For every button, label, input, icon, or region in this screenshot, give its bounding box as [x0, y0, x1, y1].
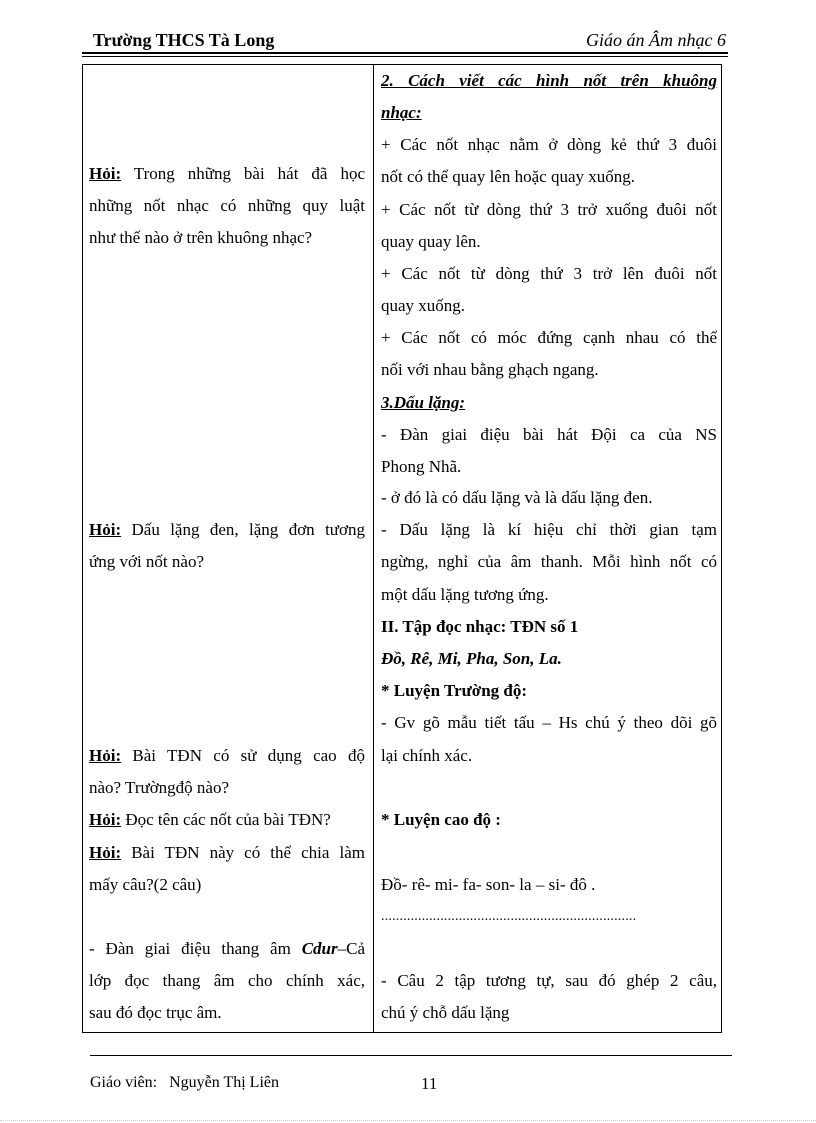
scale-syllables: Đồ- rê- mi- fa- son- la – si- đô . [381, 875, 596, 894]
teacher-credit: Giáo viên: Nguyễn Thị Liên [90, 1074, 279, 1091]
dotted-line: ..................................................................... [381, 909, 637, 924]
subject-title: Giáo án Âm nhạc 6 [586, 30, 726, 50]
activity-6-line-1: - Đàn giai điệu thang âm Cdur–Cả [89, 939, 366, 958]
content-line: quay xuống. [381, 296, 466, 315]
section-2-heading-cont: nhạc: [381, 103, 422, 122]
content-line: + Các nốt từ dòng thứ 3 trở xuống đuôi nốt [381, 200, 717, 219]
content-line: - ở đó là có dấu lặng và là dấu lặng đen. [381, 488, 653, 507]
header-rule [82, 52, 728, 54]
page-edge [0, 1120, 816, 1121]
question-5-line-1: Hỏi: Bài TĐN này có thể chia làm [89, 843, 366, 862]
section-ii-heading: II. Tập đọc nhạc: TĐN số 1 [381, 617, 579, 636]
question-2-line-1: Hỏi: Dấu lặng đen, lặng đơn tương [89, 520, 365, 539]
rhythm-practice-heading: * Luyện Trường độ: [381, 681, 528, 700]
content-line: ngừng, nghỉ của âm thanh. Mỗi hình nốt có [381, 552, 717, 571]
question-2-line-2: ứng với nốt nào? [89, 552, 204, 571]
content-line: - Đàn giai điệu bài hát Đội ca của NS [381, 425, 717, 444]
footer-rule [90, 1055, 732, 1056]
note-names: Đồ, Rê, Mi, Pha, Son, La. [381, 649, 562, 668]
content-line: lại chính xác. [381, 746, 473, 765]
question-1-line-1: Hỏi: Trong những bài hát đã học [89, 164, 365, 183]
question-3-line-2: nào? Trườngđộ nào? [89, 778, 230, 797]
question-4-line-1: Hỏi: Đọc tên các nốt của bài TĐN? [89, 810, 331, 829]
activity-6-line-3: sau đó đọc trục âm. [89, 1003, 222, 1022]
lesson-table [82, 64, 722, 1033]
content-line: chú ý chỗ dấu lặng [381, 1003, 510, 1022]
page-number: 11 [421, 1074, 438, 1093]
question-1-line-2: những nốt nhạc có những quy luật [89, 196, 365, 215]
content-line: - Gv gõ mẫu tiết tấu – Hs chú ý theo dõi gõ [381, 713, 717, 732]
section-2-heading: 2. Cách viết các hình nốt trên khuông [381, 71, 717, 90]
content-line: + Các nốt có móc đứng cạnh nhau có thể [381, 328, 717, 347]
content-line: một dấu lặng tương ứng. [381, 585, 549, 604]
question-1-line-3: như thế nào ở trên khuông nhạc? [89, 228, 313, 247]
content-line: + Các nốt từ dòng thứ 3 trở lên đuôi nốt [381, 264, 717, 283]
content-line: nối với nhau bằng ghạch ngang. [381, 360, 599, 379]
column-divider [373, 65, 374, 1032]
content-line: quay quay lên. [381, 232, 481, 251]
content-line: + Các nốt nhạc nằm ở dòng kẻ thứ 3 đuôi [381, 135, 717, 154]
pitch-practice-heading: * Luyện cao độ : [381, 810, 501, 829]
header-rule-thin [82, 56, 728, 57]
content-line: - Dấu lặng là kí hiệu chỉ thời gian tạm [381, 520, 717, 539]
content-line: Phong Nhã. [381, 457, 462, 476]
content-line: nốt có thể quay lên hoặc quay xuống. [381, 167, 635, 186]
activity-6-line-2: lớp đọc thang âm cho chính xác, [89, 971, 365, 990]
question-5-line-2: mấy câu?(2 câu) [89, 875, 202, 894]
section-3-heading: 3.Dấu lặng: [381, 393, 466, 412]
question-3-line-1: Hỏi: Bài TĐN có sử dụng cao độ [89, 746, 365, 765]
content-line: - Câu 2 tập tương tự, sau đó ghép 2 câu, [381, 971, 717, 990]
school-name: Trường THCS Tà Long [93, 30, 275, 50]
